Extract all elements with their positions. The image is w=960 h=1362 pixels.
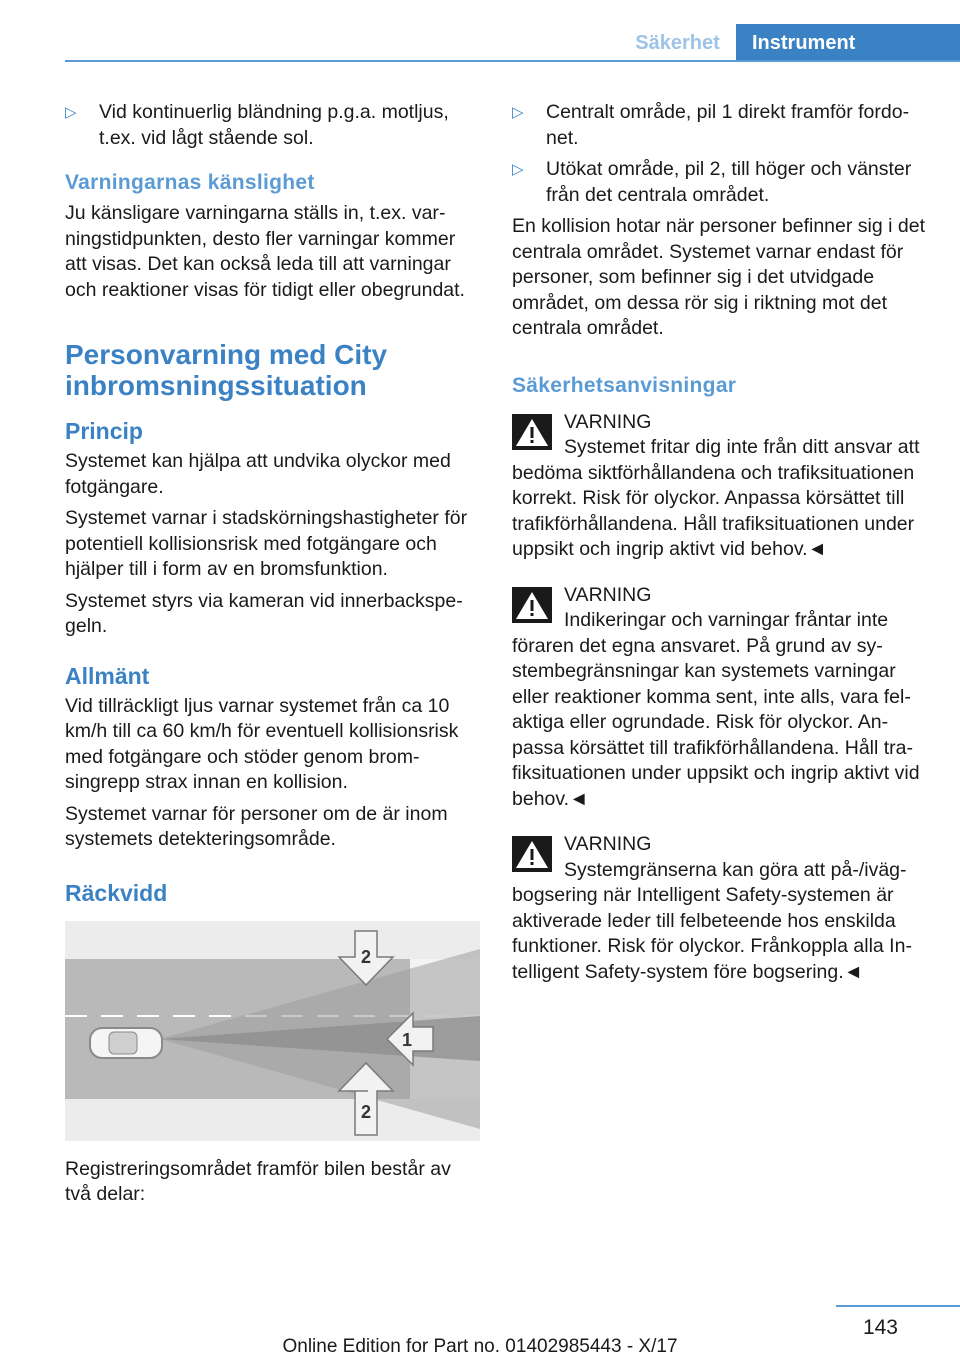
warning-triangle-icon (512, 836, 552, 872)
principle-heading: Princip (65, 418, 143, 444)
warning-title: VARNING (564, 583, 652, 606)
bullet-triangle-icon: ▷ (512, 161, 524, 178)
warning-first-line: Systemgränserna kan göra att på-/iväg- (564, 858, 907, 881)
general-heading: Allmänt (65, 662, 150, 689)
chapter-tab: Instrument (736, 24, 960, 62)
detection-range-figure (65, 921, 480, 1141)
warning-body: föraren det egna ansvaret. På grund av systembegränsningar kan systemets varningar eller reaktioner komma sent, inte alls, vara felaktiga eller ogrundade. Risk för olyckor. Anpassa körsättet till trafikförhållandena. Håll trafiksituationen under uppsikt och ingrip aktivt vid behov.◄ (512, 634, 920, 810)
principle-paragraph: Systemet varnar i stadskörningshastigheter för potentiell kollisionsrisk med fotgängare och hjälper till i form av en bromsfunktion. (65, 507, 468, 580)
bullet-item (65, 100, 480, 151)
bullet-text: Centralt område, pil 1 direkt framför fordonet. (546, 101, 910, 149)
warning-first-line: Systemet fritar dig inte från ditt ansvar att (564, 436, 920, 458)
bullet-item (512, 100, 930, 151)
footer-edition: Online Edition for Part no. 01402985443 - X/17 (282, 1336, 678, 1357)
range-heading: Räckvidd (65, 879, 168, 906)
section-tab: Säkerhet (635, 31, 720, 54)
arrow-label: 2 (360, 946, 372, 967)
main-heading: Personvarning med City inbromsningssituation (65, 339, 388, 401)
footer-rule (836, 1305, 960, 1307)
warning-triangle-icon (512, 414, 552, 450)
page-number: 143 (862, 1316, 898, 1339)
principle-paragraph: Systemet styrs via kameran vid innerbackspegeln. (65, 589, 463, 637)
car-icon (90, 1028, 162, 1058)
bullet-triangle-icon: ▷ (512, 104, 524, 121)
bullet-text: Utökat område, pil 2, till höger och vänster från det centrala området. (546, 158, 912, 206)
header-rule (65, 60, 960, 62)
sensitivity-text: Ju känsligare varningarna ställs in, t.ex. varningstidpunkten, desto fler varningar kommer att visas. Det kan också leda till att varningar och reaktioner visas för tidigt eller obegrundat. (65, 202, 465, 301)
warning-block (512, 832, 930, 985)
warning-body: bogsering när Intelligent Safety-systemen är aktiverade leder till felbeteende hos enskilda funktioner. Risk för olyckor. Frånkoppla alla Intelligent Safety-system före bogsering.◄ (512, 884, 912, 983)
collision-text: En kollision hotar när personer befinner sig i det centrala området. Systemet varnar endast för personer, som befinner sig i det utvidgade området, om dessa rör sig i riktning mot det centrala området. (512, 215, 925, 339)
bullet-item (512, 157, 930, 208)
bullet-triangle-icon: ▷ (65, 104, 77, 121)
general-paragraph: Vid tillräckligt ljus varnar systemet från ca 10 km/h till ca 60 km/h för eventuell kollisionsrisk med fotgängare och stöder genom bromsingrepp strax innan en kollision. (65, 694, 459, 793)
bullet-text: Vid kontinuerlig bländning p.g.a. motljus, t.ex. vid lågt stående sol. (99, 101, 449, 149)
sensitivity-heading: Varningarnas känslighet (65, 171, 315, 194)
arrow-label: 1 (401, 1029, 413, 1050)
warning-title: VARNING (564, 410, 652, 433)
left-column (65, 100, 480, 1214)
warning-first-line: Indikeringar och varningar fråntar inte (564, 609, 889, 631)
safety-heading: Säkerhetsanvisningar (512, 373, 737, 397)
warning-title: VARNING (564, 833, 652, 855)
warning-block (512, 583, 930, 813)
warning-block (512, 410, 930, 563)
range-caption: Registreringsområdet framför bilen består av två delar: (65, 1157, 451, 1205)
arrow-label: 2 (360, 1101, 372, 1122)
principle-paragraph: Systemet kan hjälpa att undvika olyckor med fotgängare. (65, 450, 451, 498)
warning-triangle-icon (512, 587, 552, 623)
warning-body: bedöma siktförhållandena och trafiksituationen korrekt. Risk för olyckor. Anpassa körsättet till trafikförhållandena. Håll trafiksituationen under uppsikt och ingrip aktivt vid behov.◄ (512, 461, 915, 560)
general-paragraph: Systemet varnar för personer om de är inom systemets detekteringsområde. (65, 802, 448, 850)
right-column (512, 100, 930, 999)
